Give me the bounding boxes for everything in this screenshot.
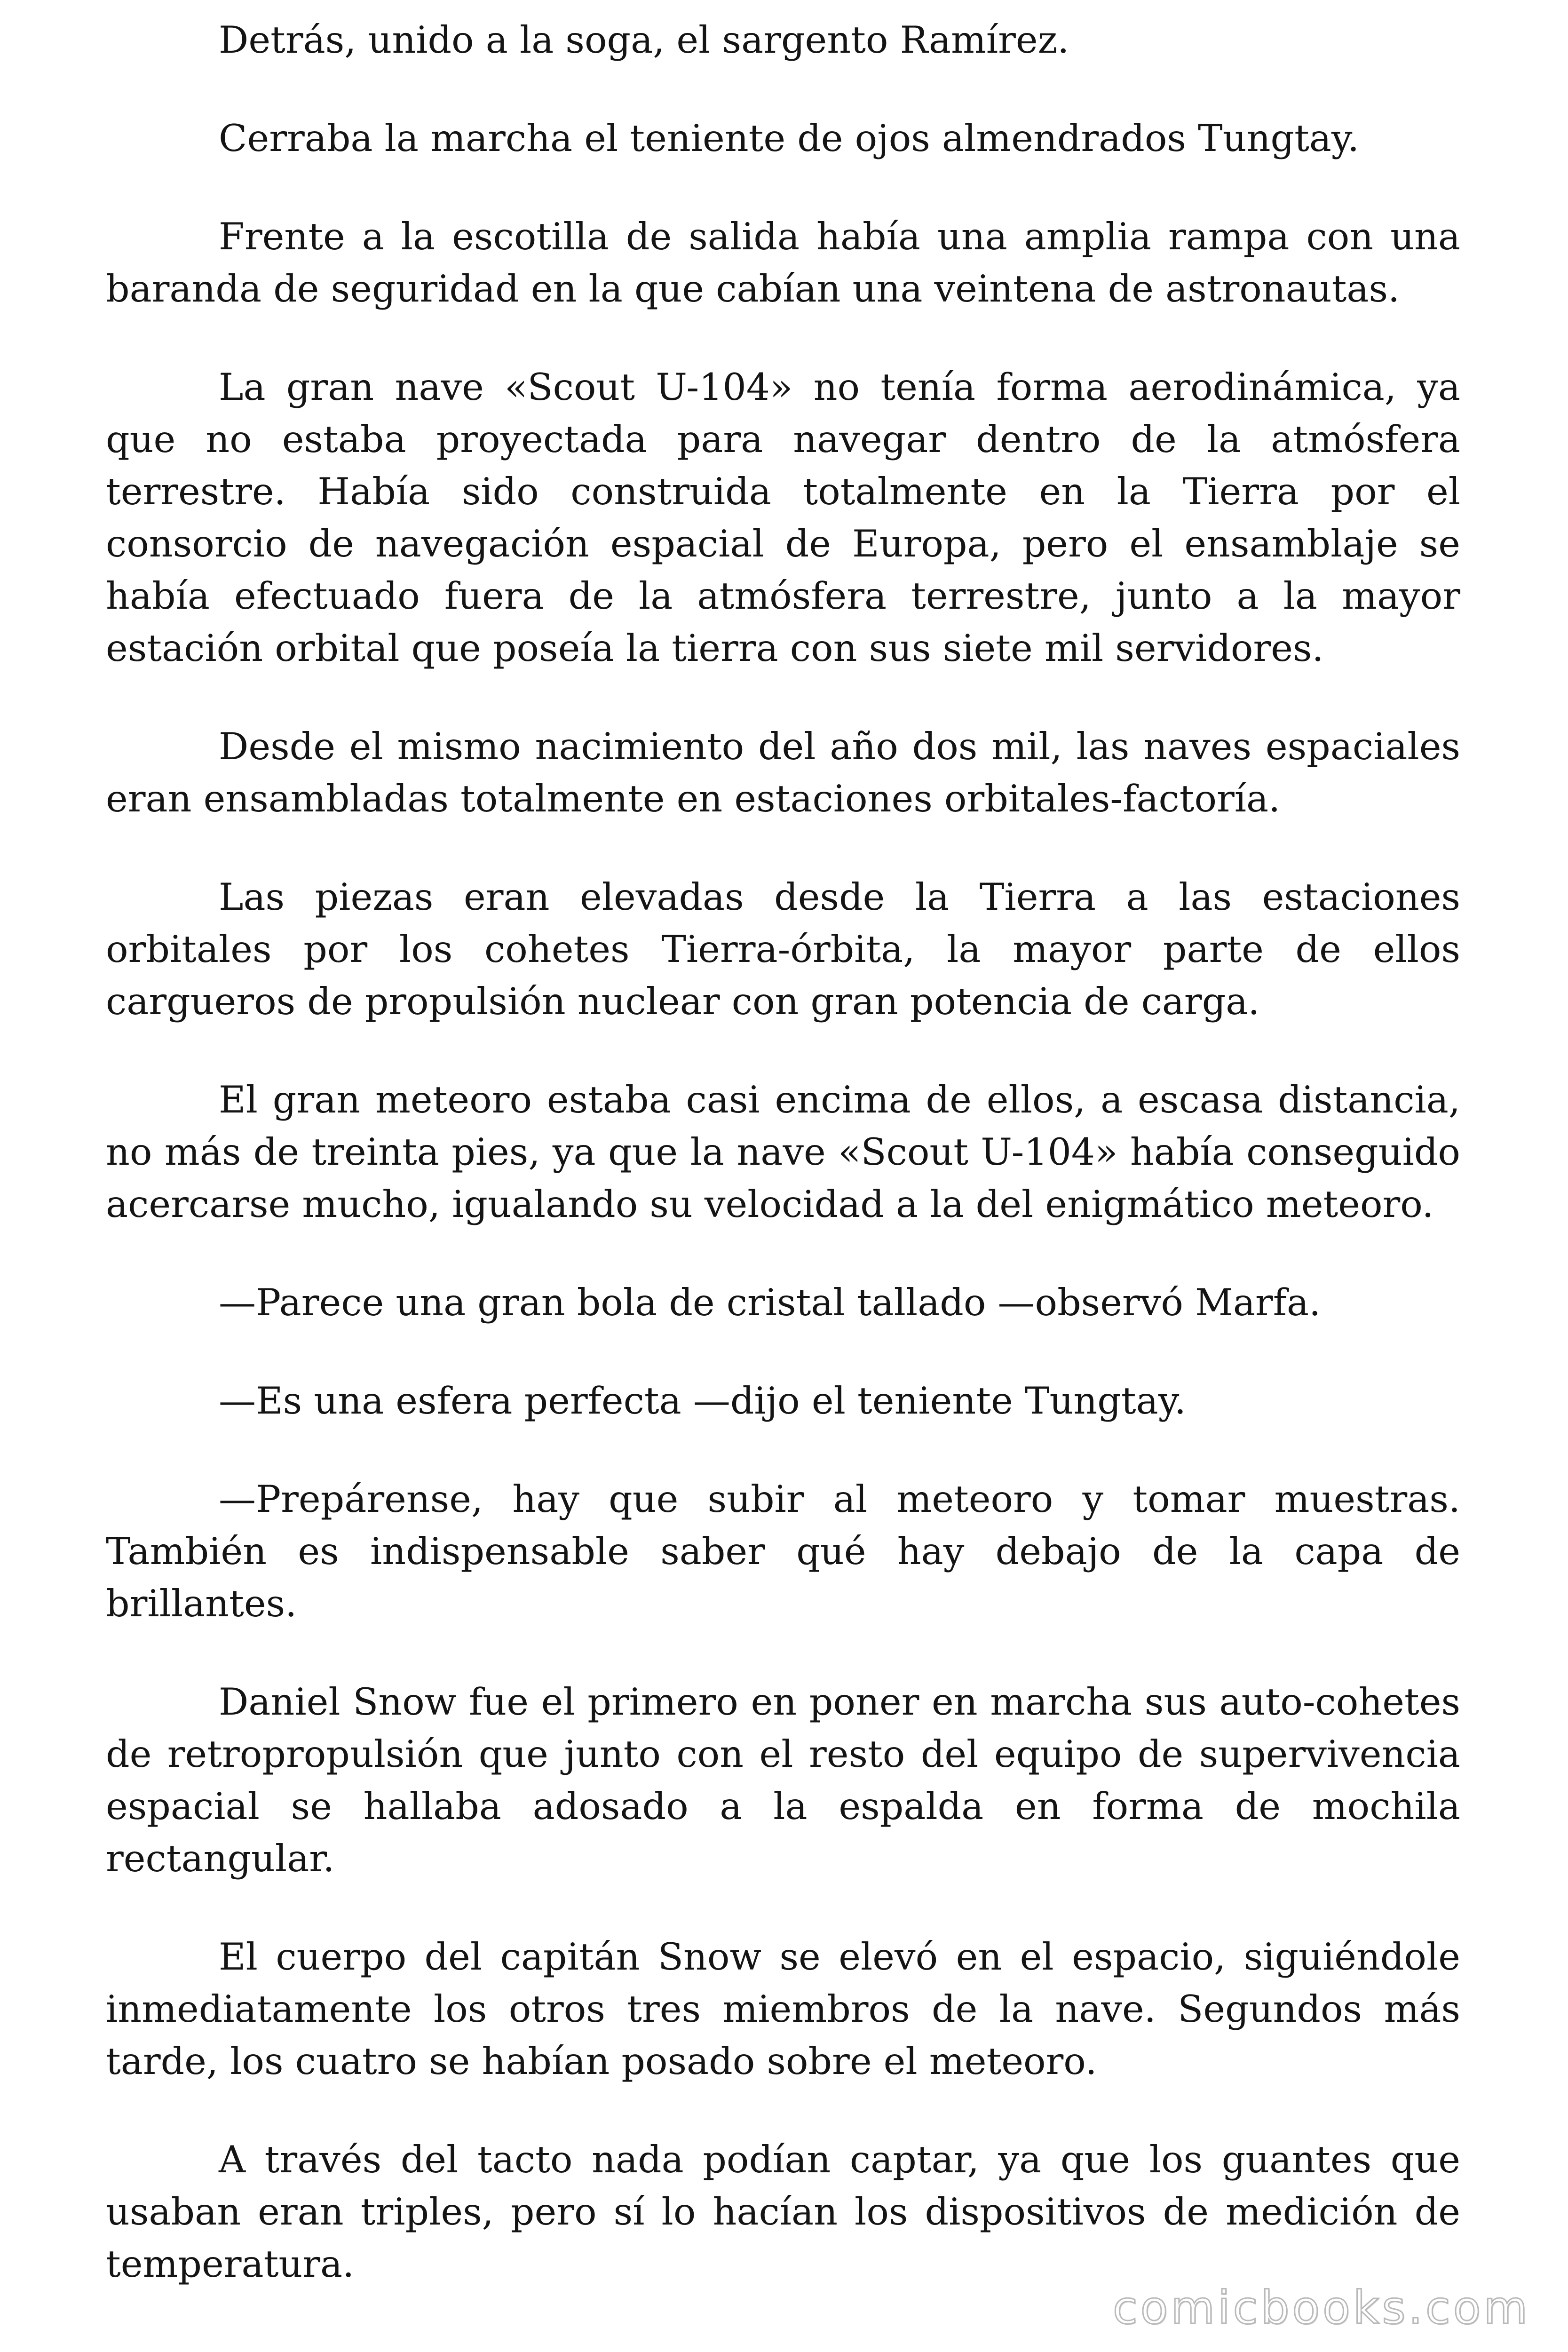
paragraph: El gran meteoro estaba casi encima de ellos, a escasa distancia, no más de treinta pies, ya que la nave «Scout U-104» había conseguido acercarse mucho, igualando su velocidad a la del enigmático meteoro.	[106, 1078, 1460, 1226]
paragraph: El cuerpo del capitán Snow se elevó en el espacio, siguiéndole inmediatamente los otros tres miembros de la nave. Segundos más tarde, los cuatro se habían posado sobre el meteoro.	[106, 1935, 1460, 2083]
paragraph: —Prepárense, hay que subir al meteoro y tomar muestras. También es indispensable saber qué hay debajo de la capa de brillantes.	[106, 1478, 1460, 1625]
paragraph: Cerraba la marcha el teniente de ojos almendrados Tungtay.	[219, 117, 1360, 160]
paragraph: Las piezas eran elevadas desde la Tierra a las estaciones orbitales por los cohetes Tierra-órbita, la mayor parte de ellos cargueros de propulsión nuclear con gran potencia de carga.	[106, 875, 1460, 1023]
paragraph: —Es una esfera perfecta —dijo el teniente Tungtay.	[219, 1379, 1186, 1422]
paragraph: Detrás, unido a la soga, el sargento Ramírez.	[219, 18, 1069, 62]
paragraph: La gran nave «Scout U-104» no tenía forma aerodinámica, ya que no estaba proyectada para navegar dentro de la atmósfera terrestre. Había sido construida totalmente en la Tierra por el consorcio de navegación espacial de Europa, pero el ensamblaje se había efectuado fuera de la atmósfera terrestre, junto a la mayor estación orbital que poseía la tierra con sus siete mil servidores.	[106, 366, 1460, 670]
paragraph: Daniel Snow fue el primero en poner en marcha sus auto-cohetes de retropropulsión que junto con el resto del equipo de supervivencia espacial se hallaba adosado a la espalda en forma de mochila rectangular.	[106, 1680, 1460, 1880]
paragraph: A través del tacto nada podían captar, ya que los guantes que usaban eran triples, pero sí lo hacían los dispositivos de medición de temperatura.	[106, 2138, 1460, 2286]
paragraph: —Parece una gran bola de cristal tallado —observó Marfa.	[219, 1281, 1321, 1324]
body-text	[106, 14, 1460, 2336]
paragraph: Frente a la escotilla de salida había una amplia rampa con una baranda de seguridad en la que cabían una veintena de astronautas.	[106, 215, 1460, 310]
watermark: comicbooks.com	[1112, 2281, 1530, 2334]
paragraph: Desde el mismo nacimiento del año dos mil, las naves espaciales eran ensambladas totalmente en estaciones orbitales-factoría.	[106, 725, 1460, 820]
